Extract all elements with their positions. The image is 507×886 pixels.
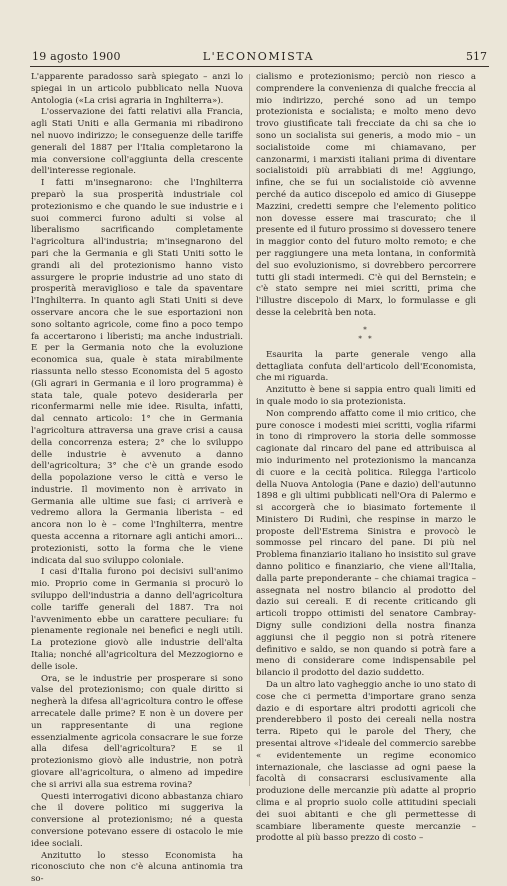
paragraph: Da un altro lato vagheggio anche io uno stato di cose che ci permetta d'importare grano senza dazio e di esportare altri prodotti agricoli che prenderebbero il posto dei cereali nella nostra terra. Ripeto qui le parole del Thery, che presentai altrove «l'ideale del commercio sarebbe « evidentemente un regime economico internazionale, che lasciasse ad ogni paese la facoltà di consacrarsi esclusivamente alla produzione delle mercanzie più adatte al proprio clima e al proprio suolo colle attitudini speciali dei suoi abitanti e che gli permettesse di scambiare liberamente queste mercanzie – prodotte al più basso prezzo di costo – — [256, 680, 476, 844]
page-number: 517 — [466, 50, 487, 63]
paragraph: Anzitutto lo stesso Economista ha riconosciuto che non c'è alcuna antinomia tra so- — [31, 850, 243, 885]
left-column — [31, 72, 243, 885]
right-column — [256, 72, 476, 844]
issue-date: 19 agosto 1900 — [32, 50, 121, 63]
paragraph: L'osservazione dei fatti relativi alla Francia, agli Stati Uniti e alla Germania mi ribadirono nel nuovo indirizzo; le conseguenze delle tariffe generali del 1887 per l'Italia completarono la mia conversione coll'aggiunta della crescente dell'interesse regionale. — [31, 107, 243, 177]
paragraph: Questi interrogativi dicono abbastanza chiaro che il dovere politico mi suggeriva la conversione al protezionismo; né a questa conversione potevano essere di ostacolo le mie idee sociali. — [31, 791, 243, 849]
star-row: * — [363, 325, 369, 334]
paragraph: I casi d'Italia furono poi decisivi sull'animo mio. Proprio come in Germania si procurò lo sviluppo dell'industria a danno dell'agricoltura colle tariffe generali del 1887. Tra noi l'avvenimento ebbe un carattere peculiare: fu pienamente regionale nei benefici e negli utili. La protezione giovò alle industrie dell'alta Italia; nonché all'agricoltura del Mezzogiorno e delle isole. — [31, 567, 243, 672]
paragraph: L'apparente paradosso sarà spiegato – anzi lo spiegai in un articolo pubblicato nella Nuova Antologia («La crisi agraria in Inghilterra»). — [31, 72, 243, 106]
paragraph: Non comprendo affatto come il mio critico, che pure conosce i modesti miei scritti, voglia rifarmi in tono di rimprovero la storia delle sommosse cagionate dal rincaro del pane ed attribuisca al mio indurimento nel protezionismo la mancanza di cuore e la cecità politica. Rilegga l'articolo della Nuova Antologia (Pane e dazio) dell'autunno 1898 e gli ultimi pubblicati nell'Ora di Palermo e si accorgerà che io biasimato fortemente il Ministero Di Rudinì, che respinse in marzo le proposte dell'Estrema Sinistra e provocò le sommosse pel rincaro del pane. Di più nel Problema finanziario italiano ho insistito sul grave danno politico e finanziario, che viene all'Italia, dalla parte preponderante – che chiamai tragica – assegnata nel nostro bilancio al prodotto del dazio sui cereali. E di recente criticando gli articoli troppo ottimisti del senatore Cambray-Digny sulle condizioni della nostra finanza aggiunsi che il peggio non si potrà ritenere definitivo e saldo, se non quando si potrà fare a meno di considerare come indispensabile pel bilancio il prodotto del dazio suddetto. — [256, 408, 476, 679]
page-header — [28, 48, 489, 64]
paragraph: Ora, se le industrie per prosperare si sono valse del protezionismo; con quale diritto si negherà la difesa all'agricoltura contro le offese arrecatele dalle prime? E non è un dovere per un rappresentante di una regione essenzialmente agricola consacrare le sue forze alla difesa dell'agricoltura? E se il protezionismo giovò alle industrie, non potrà giovare all'agricoltura, o almeno ad impedire che si arrivi alla sua estrema rovina? — [31, 673, 243, 790]
column-divider — [249, 74, 250, 786]
paragraph: cialismo e protezionismo; perciò non riesco a comprendere la convenienza di qualche freccia al mio indirizzo, perché sono ad un tempo protezionista e socialista; e molto meno devo trovo giustificate tali frecciate da chi sa che io sono un socialista sui generis, a modo mio – un socialistoide come mi chiamavano, per canzonarmi, i marxisti italiani prima di diventare socialistoidi più arrabbiati di me! Aggiungo, infine, che se fui un socialistoide ciò avvenne perché da autico discepolo ed amico di Giuseppe Mazzini, credetti sempre che l'elemento politico non dovesse essere mai trascurato; che il presente ed il futuro prossimo si dovessero tenere in maggior conto del futuro molto remoto; e che per raggiungere una meta lontana, in conformità del suo evoluzionismo, si dovrebbero percorrere tutti gli stadi intermedi. C'è qui del Bernstein; e c'è stato sempre nei miei scritti, prima che l'illustre discepolo di Marx, lo formulasse e gli desse la celebrità ben nota. — [256, 72, 476, 318]
paragraph: Esaurita la parte generale vengo alla dettagliata confuta dell'articolo dell'Economista, che mi riguarda. — [256, 349, 476, 384]
star-row: * * — [358, 334, 374, 343]
paragraph: I fatti m'insegnarono: che l'Inghilterra preparò la sua prosperità industriale col protezionismo e che quando le sue industrie e i suoi commerci furono adulti si volse al liberalismo sacrificando completamente l'agricoltura all'industria; m'insegnarono del pari che la Germania e gli Stati Uniti sotto le grandi ali del protezionismo hanno visto assurgere le proprie industrie ad uno stato di prosperità meraviglioso e tale da spaventare l'Inghilterra. In quanto agli Stati Uniti si deve osservare ancora che le sue esportazioni non sono soltanto agricole, come fino a poco tempo fa accertarono i liberisti; ma anche industriali. E per la Germania noto che la evoluzione economica sua, quale è stata mirabilmente riassunta nello stesso Economista del 5 agosto (Gli agrari in Germania e il loro programma) è stata tale, quale potevo desiderarla per riconfermarmi nelle mie idee. Risulta, infatti, dal cennato articolo: 1° che in Germania l'agricoltura attraversa una grave crisi a causa della concorrenza estera; 2° che lo sviluppo delle industrie è avvenuto a danno dell'agricoltura; 3° che c'è un grande esodo della popolazione verso le città e verso le industrie. Il movimento non è arrivato in Germania alle ultime sue fasi; ci arriverà e vedremo allora la Germania liberista – ed ancora non lo è – come l'Inghilterra, mentre questa accenna a ritornare agli antichi amori... protezionisti, sotto la forma che le viene indicata dal suo sviluppo coloniale. — [31, 178, 243, 566]
section-separator-stars — [256, 326, 476, 344]
paragraph: Anzitutto è bene si sappia entro quali limiti ed in quale modo io sia protezionista. — [256, 385, 476, 407]
journal-title: L'ECONOMISTA — [202, 50, 315, 63]
header-rule — [30, 66, 489, 67]
